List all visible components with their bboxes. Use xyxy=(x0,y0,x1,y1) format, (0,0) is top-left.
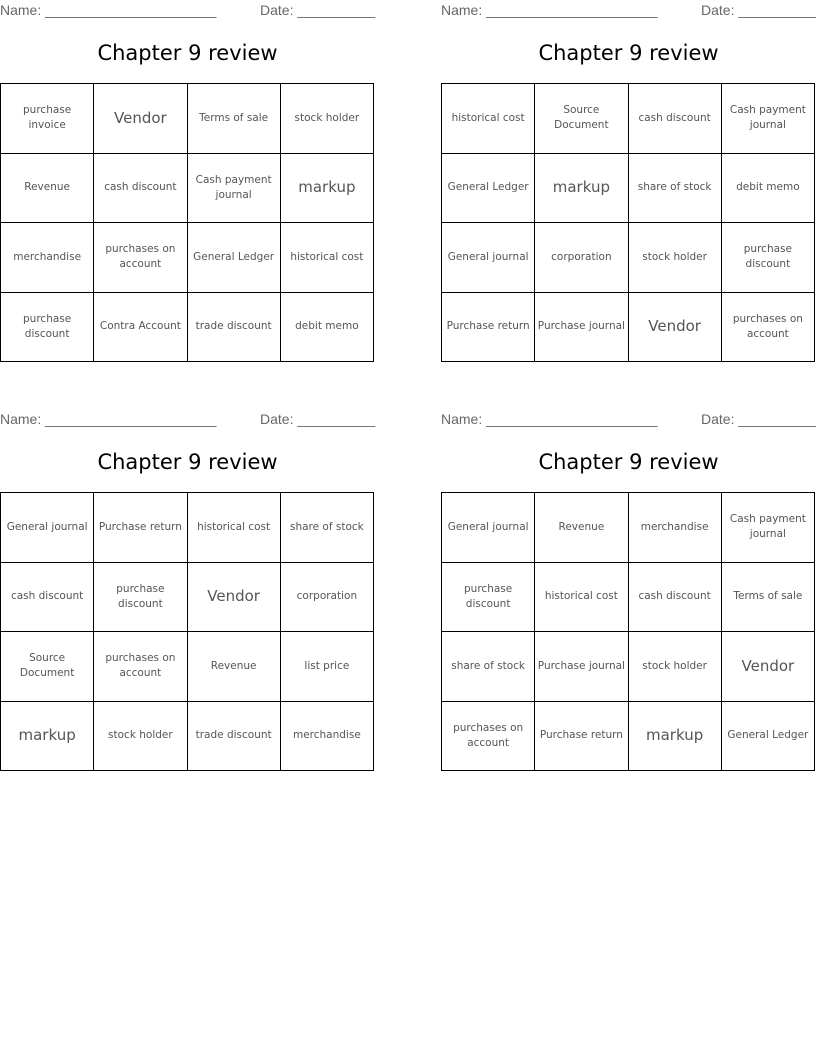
bingo-cell: Cash payment journal xyxy=(722,493,815,563)
date-field-label: Date: __________ xyxy=(701,411,816,427)
bingo-cell: purchase discount xyxy=(722,223,815,293)
name-field-label: Name: ______________________ xyxy=(0,411,217,427)
bingo-cell: Purchase journal xyxy=(535,632,628,702)
bingo-cell: cash discount xyxy=(1,563,94,633)
date-field-label: Date: __________ xyxy=(701,2,816,18)
name-date-line xyxy=(0,411,375,429)
bingo-cell: merchandise xyxy=(1,223,94,293)
bingo-cell: markup xyxy=(629,702,722,772)
bingo-cell: markup xyxy=(1,702,94,772)
bingo-cell: Source Document xyxy=(1,632,94,702)
bingo-cell: purchase discount xyxy=(442,563,535,633)
bingo-cell: Vendor xyxy=(94,84,187,154)
date-field-label: Date: __________ xyxy=(260,2,376,18)
bingo-cell: General journal xyxy=(1,493,94,563)
bingo-cell: purchases on account xyxy=(94,632,187,702)
bingo-cell: corporation xyxy=(281,563,374,633)
bingo-cell: General Ledger xyxy=(442,154,535,224)
bingo-cell: purchase discount xyxy=(94,563,187,633)
bingo-cell: Terms of sale xyxy=(722,563,815,633)
name-date-line xyxy=(0,2,375,20)
bingo-cell: Vendor xyxy=(629,293,722,363)
bingo-grid xyxy=(0,492,374,771)
bingo-cell: Purchase return xyxy=(535,702,628,772)
bingo-cell: purchase discount xyxy=(1,293,94,363)
bingo-grid xyxy=(441,492,815,771)
bingo-cell: Vendor xyxy=(188,563,281,633)
bingo-cell: list price xyxy=(281,632,374,702)
card-title: Chapter 9 review xyxy=(538,41,719,65)
bingo-cell: purchases on account xyxy=(722,293,815,363)
name-field-label: Name: ______________________ xyxy=(441,2,658,18)
bingo-cell: purchase invoice xyxy=(1,84,94,154)
bingo-cell: General Ledger xyxy=(188,223,281,293)
bingo-card-4 xyxy=(441,409,816,781)
card-title: Chapter 9 review xyxy=(538,450,719,474)
bingo-cell: Vendor xyxy=(722,632,815,702)
bingo-cell: Purchase return xyxy=(94,493,187,563)
bingo-cell: Revenue xyxy=(188,632,281,702)
card-title: Chapter 9 review xyxy=(97,41,278,65)
bingo-cell: stock holder xyxy=(629,632,722,702)
bingo-cell: Cash payment journal xyxy=(188,154,281,224)
bingo-cell: markup xyxy=(535,154,628,224)
bingo-cell: merchandise xyxy=(281,702,374,772)
bingo-card-1 xyxy=(0,0,375,372)
bingo-card-3 xyxy=(0,409,375,781)
bingo-cell: Source Document xyxy=(535,84,628,154)
bingo-cell: debit memo xyxy=(281,293,374,363)
bingo-cell: purchases on account xyxy=(442,702,535,772)
bingo-grid xyxy=(0,83,374,362)
bingo-cell: Revenue xyxy=(535,493,628,563)
bingo-cell: Purchase return xyxy=(442,293,535,363)
bingo-cell: General journal xyxy=(442,223,535,293)
bingo-cell: share of stock xyxy=(629,154,722,224)
bingo-cell: Cash payment journal xyxy=(722,84,815,154)
bingo-cell: historical cost xyxy=(281,223,374,293)
bingo-cell: General Ledger xyxy=(722,702,815,772)
date-field-label: Date: __________ xyxy=(260,411,376,427)
bingo-cell: Revenue xyxy=(1,154,94,224)
bingo-cell: merchandise xyxy=(629,493,722,563)
bingo-cell: Terms of sale xyxy=(188,84,281,154)
name-field-label: Name: ______________________ xyxy=(0,2,217,18)
bingo-cell: corporation xyxy=(535,223,628,293)
bingo-cell: stock holder xyxy=(94,702,187,772)
bingo-cell: markup xyxy=(281,154,374,224)
bingo-cell: cash discount xyxy=(629,84,722,154)
name-date-line xyxy=(441,2,816,20)
bingo-cell: cash discount xyxy=(629,563,722,633)
card-title: Chapter 9 review xyxy=(97,450,278,474)
bingo-cell: share of stock xyxy=(281,493,374,563)
bingo-cell: Contra Account xyxy=(94,293,187,363)
bingo-cell: historical cost xyxy=(442,84,535,154)
bingo-cell: trade discount xyxy=(188,702,281,772)
name-date-line xyxy=(441,411,816,429)
name-field-label: Name: ______________________ xyxy=(441,411,658,427)
bingo-cell: purchases on account xyxy=(94,223,187,293)
bingo-cell: Purchase journal xyxy=(535,293,628,363)
bingo-card-2 xyxy=(441,0,816,372)
bingo-cell: cash discount xyxy=(94,154,187,224)
bingo-cell: debit memo xyxy=(722,154,815,224)
bingo-cell: share of stock xyxy=(442,632,535,702)
bingo-cell: historical cost xyxy=(188,493,281,563)
bingo-cell: historical cost xyxy=(535,563,628,633)
bingo-cell: trade discount xyxy=(188,293,281,363)
bingo-cell: stock holder xyxy=(629,223,722,293)
bingo-cell: General journal xyxy=(442,493,535,563)
bingo-grid xyxy=(441,83,815,362)
bingo-cell: stock holder xyxy=(281,84,374,154)
